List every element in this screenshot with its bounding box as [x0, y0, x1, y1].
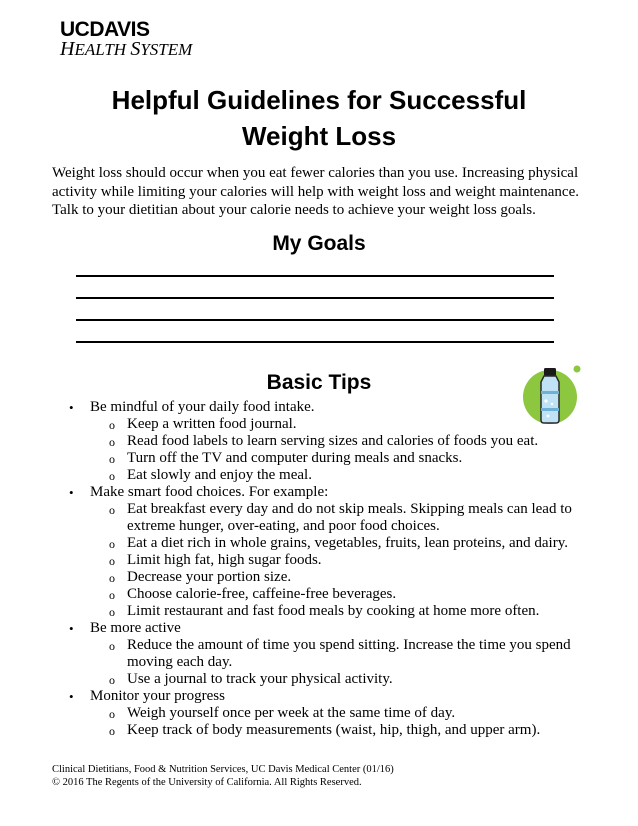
ucdavis-health-logo: [60, 20, 192, 59]
footer-copyright: © 2016 The Regents of the University of California. All Rights Reserved.: [52, 777, 362, 788]
list-item: o Keep track of body measurements (waist, hip, thigh, and upper arm).: [109, 722, 541, 738]
list-item: o Limit high fat, high sugar foods.: [109, 552, 322, 568]
footer: [52, 763, 394, 789]
goal-line[interactable]: [76, 275, 554, 277]
title-line-2: Weight Loss: [241, 121, 397, 151]
list-item-continuation: extreme hunger, over-eating, and poor food choices.: [127, 518, 440, 534]
list-item: o Read food labels to learn serving sizes and calories of foods you eat.: [109, 433, 539, 449]
list-item: o Use a journal to track your physical activity.: [109, 671, 393, 687]
logo-health-system: HEALTH SYSTEM: [60, 38, 193, 60]
goal-line[interactable]: [76, 297, 554, 299]
intro-paragraph: Weight loss should occur when you eat fewer calories than you use. Increasing physical activity while limiting your calories will help with weight loss and weight maintenance. Talk to your dietitian about your calorie needs to achieve your weight loss goals.: [52, 165, 579, 218]
logo-ucdavis: UCDAVIS: [60, 18, 150, 41]
document-title: [0, 82, 638, 154]
basic-tips-heading: Basic Tips: [266, 371, 372, 394]
list-item: • Make smart food choices. For example:: [69, 484, 329, 500]
list-item: o Eat slowly and enjoy the meal.: [109, 467, 312, 483]
goal-line[interactable]: [76, 319, 554, 321]
list-item: o Eat breakfast every day and do not skip meals. Skipping meals can lead to: [109, 501, 572, 517]
list-item: • Monitor your progress: [69, 688, 225, 704]
list-item: o Keep a written food journal.: [109, 416, 297, 432]
list-item-continuation: moving each day.: [127, 654, 233, 670]
list-item: • Be more active: [69, 620, 181, 636]
title-line-1: Helpful Guidelines for Successful: [111, 85, 527, 115]
goal-line[interactable]: [76, 341, 554, 343]
list-item: o Reduce the amount of time you spend sitting. Increase the time you spend: [109, 637, 571, 653]
list-item: o Limit restaurant and fast food meals by cooking at home more often.: [109, 603, 540, 619]
list-item: o Choose calorie-free, caffeine-free beverages.: [109, 586, 397, 602]
list-item: o Weigh yourself once per week at the same time of day.: [109, 705, 456, 721]
list-item: o Eat a diet rich in whole grains, vegetables, fruits, lean proteins, and dairy.: [109, 535, 568, 551]
footer-credit: Clinical Dietitians, Food & Nutrition Services, UC Davis Medical Center (01/16): [52, 764, 394, 775]
list-item: o Turn off the TV and computer during meals and snacks.: [109, 450, 463, 466]
list-item: o Decrease your portion size.: [109, 569, 292, 585]
tips-list: [52, 399, 612, 739]
list-item: • Be mindful of your daily food intake.: [69, 399, 315, 415]
goals-heading: My Goals: [272, 232, 366, 255]
